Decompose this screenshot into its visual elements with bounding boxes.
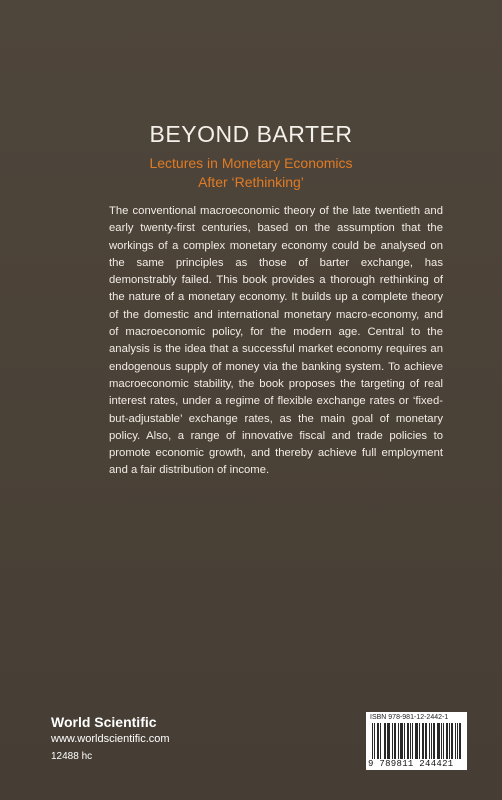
barcode-bar: [378, 723, 379, 759]
barcode-bar: [429, 723, 430, 759]
barcode-bar: [441, 723, 442, 759]
barcode-bar: [460, 723, 461, 759]
isbn-label: ISBN 978-981-12-2442-1: [370, 714, 449, 721]
barcode-bar: [374, 723, 375, 759]
barcode-bar: [446, 723, 447, 759]
barcode-bar: [412, 723, 413, 759]
barcode-bar: [416, 723, 417, 759]
barcode-bar: [451, 723, 452, 759]
barcode-bar: [415, 723, 416, 759]
barcode-bar: [423, 723, 424, 759]
barcode-bar: [398, 723, 399, 759]
barcode-bar: [404, 723, 405, 759]
barcode-bar: [384, 723, 385, 759]
barcode-bar: [459, 723, 460, 759]
barcode-bar: [400, 723, 401, 759]
barcode-bar: [438, 723, 439, 759]
subtitle-line-2: After ‘Rethinking’: [198, 174, 304, 190]
barcode-bar: [408, 723, 409, 759]
barcode-bar: [395, 723, 396, 759]
barcode-bar: [433, 723, 434, 759]
barcode-bar: [401, 723, 402, 759]
subtitle-line-1: Lectures in Monetary Economics: [149, 155, 353, 171]
barcode-bar: [392, 723, 393, 759]
barcode-bar: [426, 723, 427, 759]
barcode-bar: [417, 723, 418, 759]
isbn-barcode: [366, 712, 467, 770]
barcode-bar: [431, 723, 432, 759]
barcode-bar: [372, 723, 373, 759]
barcode-bar: [439, 723, 440, 759]
barcode-bar: [407, 723, 408, 759]
publisher-name: World Scientific: [51, 714, 157, 730]
barcode-bar: [452, 723, 453, 759]
barcode-bar: [422, 723, 423, 759]
barcode-bar: [455, 723, 456, 759]
barcode-digits: 9 789811 244421: [368, 759, 454, 769]
barcode-bar: [419, 723, 420, 759]
barcode-bar: [447, 723, 448, 759]
barcode-bar: [394, 723, 395, 759]
publisher-url: www.worldscientific.com: [51, 733, 170, 745]
barcode-bars-icon: [372, 723, 462, 759]
barcode-bar: [410, 723, 411, 759]
barcode-bar: [388, 723, 389, 759]
barcode-bar: [457, 723, 458, 759]
book-description: The conventional macroeconomic theory of the late twentieth and early twenty-first centuries, based on the assumption that the workings of a complex monetary economy could be analysed on the same principles as those of barter exchange, has demonstrably failed. This book provides a thorough rethinking of the nature of a monetary economy. It builds up a complete theory of the domestic and international monetary macro-economy, and of macroeconomic policy, for the modern age. Central to the analysis is the idea that a successful market economy requires an endogenous supply of money via the banking system. To achieve macroeconomic stability, the book proposes the targeting of real interest rates, under a regime of flexible exchange rates or ‘fixed-but-adjustable’ exchange rates, as the main goal of monetary policy. Also, a range of innovative fiscal and trade policies to promote economic growth, and thereby achieve full employment and a fair distribution of income.: [109, 205, 443, 477]
publisher-code: 12488 hc: [51, 751, 93, 762]
barcode-bar: [434, 723, 435, 759]
barcode-bar: [402, 723, 403, 759]
barcode-bar: [387, 723, 388, 759]
barcode-bar: [449, 723, 450, 759]
book-title: BEYOND BARTER: [149, 121, 353, 147]
barcode-bar: [385, 723, 386, 759]
book-subtitle: [0, 154, 502, 192]
barcode-bar: [443, 723, 444, 759]
barcode-bar: [389, 723, 390, 759]
barcode-bar: [437, 723, 438, 759]
barcode-bar: [377, 723, 378, 759]
barcode-bar: [425, 723, 426, 759]
publisher-block: [51, 714, 170, 764]
barcode-bar: [380, 723, 381, 759]
